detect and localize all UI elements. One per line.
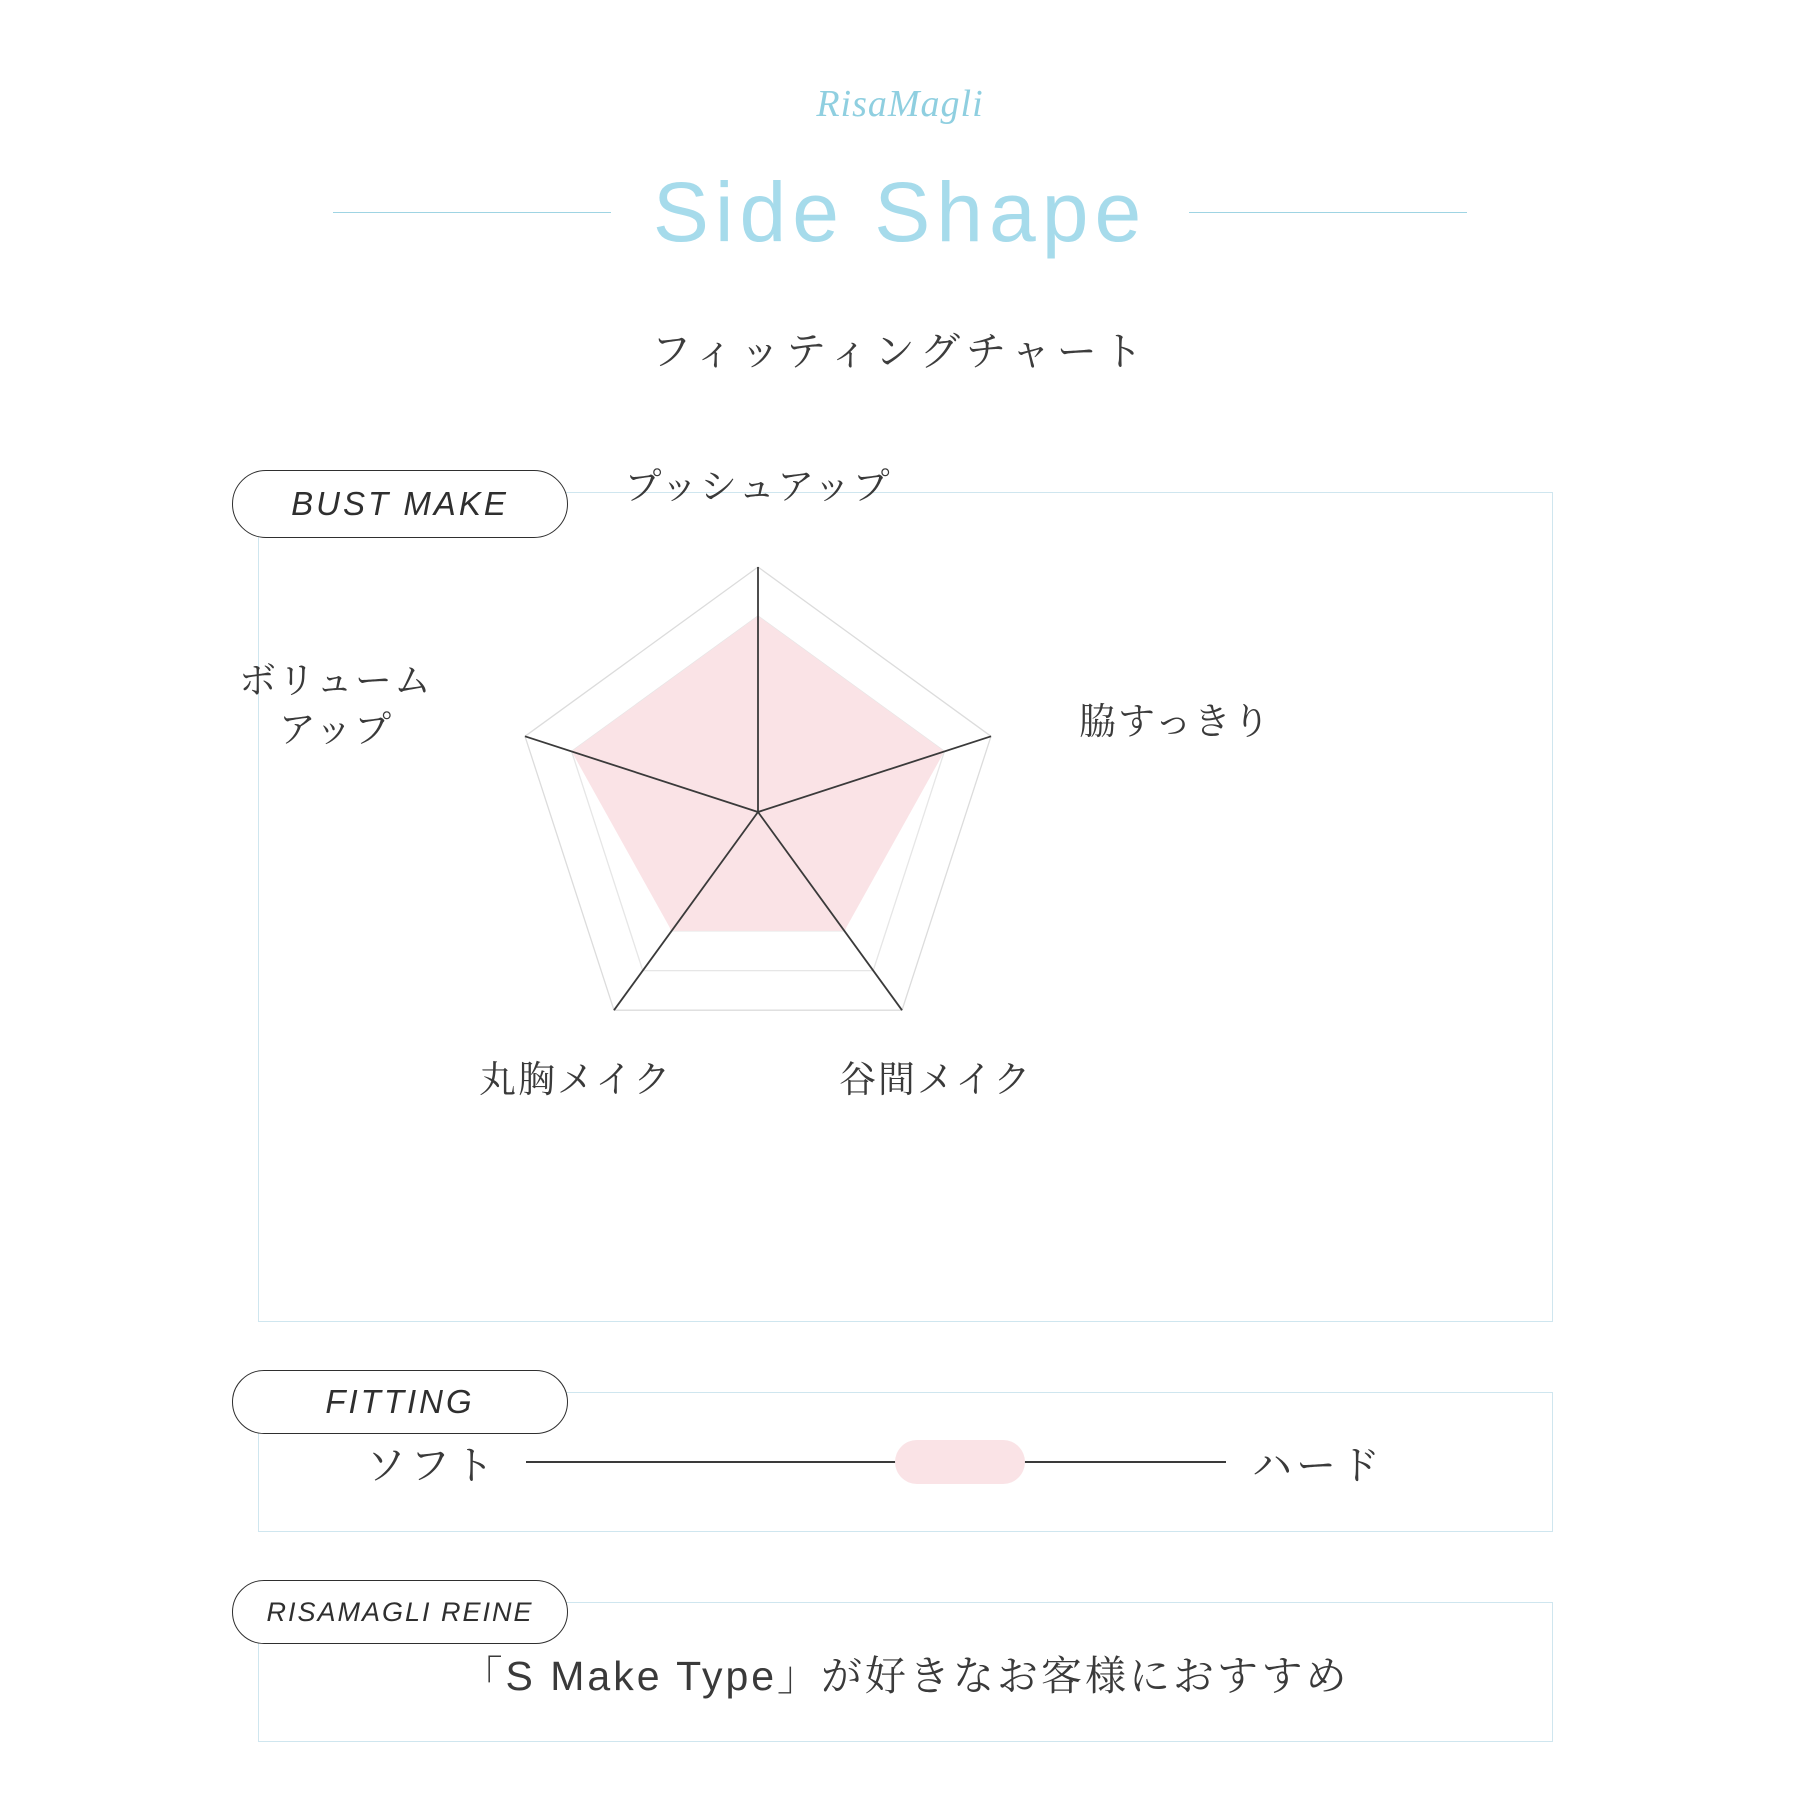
page-subtitle: フィッティングチャート (651, 330, 1149, 374)
radar-axis-label-4: ボリューム アップ (239, 660, 433, 751)
fitting-right-label: ハード (1252, 1443, 1384, 1488)
fitting-track-wrap[interactable] (526, 1432, 1226, 1492)
reine-recommendation-text: 「S Make Type」が好きなお客様におすすめ (461, 1652, 1350, 1699)
fitting-left-label: ソフト (366, 1443, 498, 1488)
page-title: Side Shape (652, 165, 1148, 259)
fitting-thumb[interactable] (895, 1440, 1025, 1484)
radar-axis-label-1: 脇すっきり (1079, 700, 1272, 742)
title-rule-left (333, 212, 611, 213)
radar-axis-label-2: 谷間メイク (839, 1058, 1033, 1100)
fitting-track (526, 1461, 1226, 1463)
brand-logo: RisaMagli (816, 83, 984, 125)
section-pill-fitting: FITTING (232, 1370, 568, 1434)
section-pill-bust-make: BUST MAKE (232, 470, 568, 538)
radar-axis-label-0: プッシュアップ (624, 465, 892, 507)
title-rule-right (1189, 212, 1467, 213)
radar-chart-svg (258, 492, 1553, 1322)
page-title-row (0, 166, 1800, 258)
section-pill-reine: RISAMAGLI REINE (232, 1580, 568, 1644)
radar-chart (239, 465, 1553, 1322)
radar-axis-label-3: 丸胸メイク (478, 1058, 673, 1100)
